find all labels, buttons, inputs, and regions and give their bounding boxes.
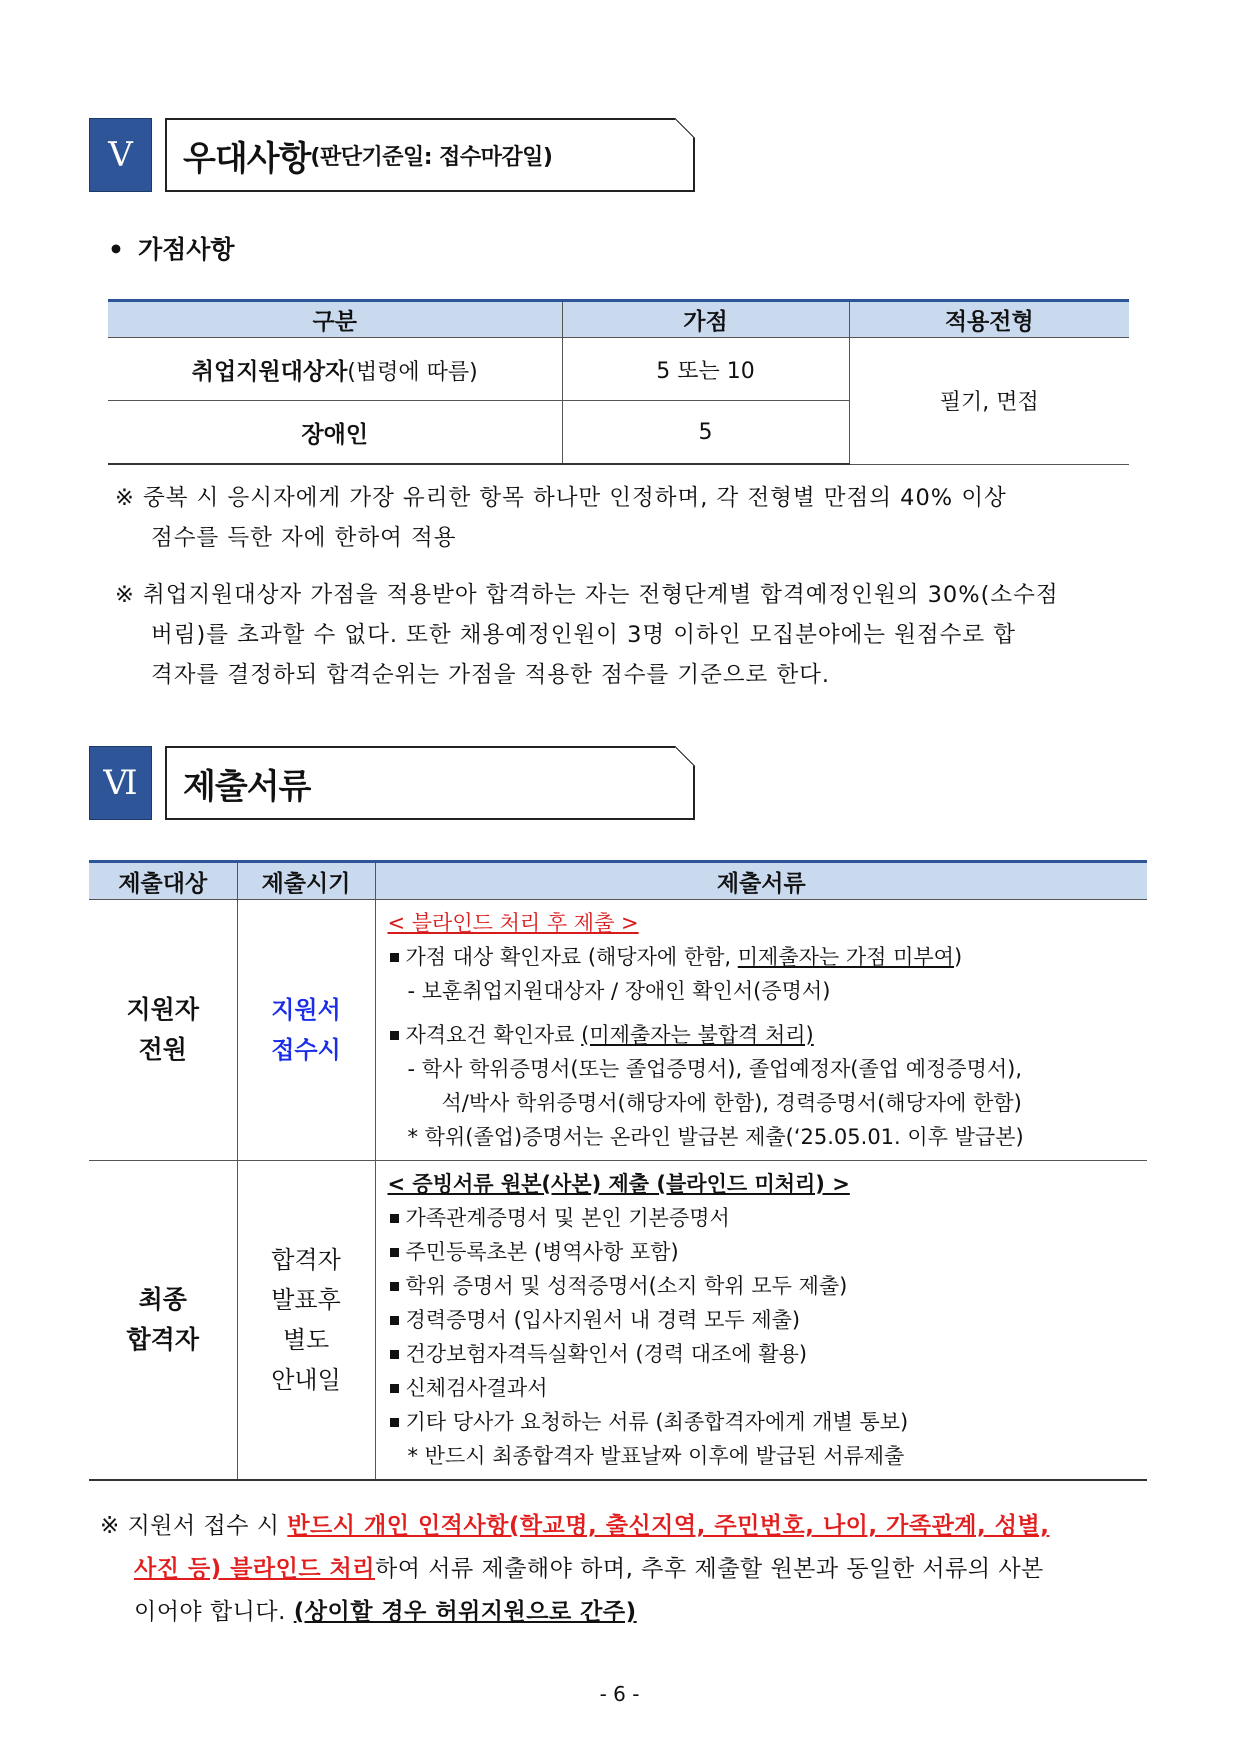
- column-header: 구분: [108, 301, 562, 338]
- list-note: * 반드시 최종합격자 발표날짜 이후에 발급된 서류제출: [407, 1444, 905, 1468]
- list-item: 가족관계증명서 및 본인 기본증명서: [386, 1201, 1148, 1235]
- table-row: [108, 338, 1129, 401]
- blind-processing-notice: ※ 지원서 접수 시 반드시 개인 인적사항(학교명, 출신지역, 주민번호, 나이, 가족관계, 성별, 사진 등) 블라인드 처리하여 서류 제출해야 하며, 추후 제출할 원본과 동일한 서류의 사본 이어야 합니다. (상이할 경우 허위지원으로 간주): [100, 1513, 1050, 1625]
- table-header-row: [108, 301, 1129, 338]
- list-item: 경력증명서 (입사지원서 내 경력 모두 제출): [386, 1303, 1148, 1337]
- section-title: 제출서류: [183, 766, 311, 807]
- points-cell: 5 또는 10: [562, 338, 849, 401]
- section-title: 우대사항: [183, 138, 311, 179]
- target-cell: 최종 합격자: [89, 1161, 237, 1481]
- documents-cell: [375, 900, 1147, 1161]
- note-employment-support: ※ 취업지원대상자 가점을 적용받아 합격하는 자는 전형단계별 합격예정인원의 30%(소수점 버림)를 초과할 수 없다. 또한 채용예정인원이 3명 이하인 모집분야에는 원점수로 합 격자를 결정하되 합격순위는 가점을 적용한 점수를 기준으로 한다.: [115, 582, 1059, 688]
- section-number: Ⅴ: [89, 118, 152, 192]
- column-header: 가점: [562, 301, 849, 338]
- list-item: 기타 당사가 요청하는 서류 (최종합격자에게 개별 통보): [386, 1405, 1148, 1439]
- folded-corner-icon: [675, 118, 695, 138]
- table-row: [89, 900, 1147, 1161]
- list-item: 건강보험자격득실확인서 (경력 대조에 활용): [386, 1337, 1148, 1371]
- category-cell: 장애인: [108, 401, 562, 465]
- folded-corner-icon: [675, 746, 695, 766]
- original-documents-header: < 증빙서류 원본(사본) 제출 (블라인드 미처리) >: [387, 1172, 850, 1196]
- list-subitem: - 보훈취업지원대상자 / 장애인 확인서(증명서): [407, 979, 831, 1003]
- documents-table: [89, 860, 1147, 1481]
- section-number: Ⅵ: [89, 746, 152, 820]
- section-title-box: [165, 746, 695, 820]
- list-item: 학위 증명서 및 성적증명서(소지 학위 모두 제출): [386, 1269, 1148, 1303]
- column-header: 적용전형: [849, 301, 1129, 338]
- note-duplicate: ※ 중복 시 응시자에게 가장 유리한 항목 하나만 인정하며, 각 전형별 만점의 40% 이상 점수를 득한 자에 한하여 적용: [115, 485, 1007, 551]
- column-header: 제출서류: [375, 862, 1147, 900]
- list-note: * 학위(졸업)증명서는 온라인 발급본 제출(‘25.05.01. 이후 발급본): [407, 1125, 1024, 1149]
- column-header: 제출시기: [237, 862, 375, 900]
- documents-cell: [375, 1161, 1147, 1481]
- category-cell: 취업지원대상자(법령에 따름): [108, 338, 562, 401]
- blind-processing-header: < 블라인드 처리 후 제출 >: [387, 911, 639, 935]
- page-number: - 6 -: [599, 1682, 640, 1706]
- points-cell: 5: [562, 401, 849, 465]
- list-subitem: - 학사 학위증명서(또는 졸업증명서), 졸업예정자(졸업 예정증명서),: [407, 1057, 1023, 1081]
- bonus-points-heading: • 가점사항: [108, 235, 235, 264]
- list-item: 가점 대상 확인자료 (해당자에 한함, 미제출자는 가점 미부여): [386, 940, 1148, 974]
- section-subtitle: (판단기준일: 접수마감일): [310, 144, 553, 170]
- target-cell: 지원자 전원: [89, 900, 237, 1161]
- list-subitem: 석/박사 학위증명서(해당자에 한함), 경력증명서(해당자에 한함): [441, 1091, 1022, 1115]
- timing-cell: 합격자 발표후 별도 안내일: [237, 1161, 375, 1481]
- table-row: [89, 1161, 1147, 1481]
- section-title-box: [165, 118, 695, 192]
- table-header-row: [89, 862, 1147, 900]
- bonus-points-table: [108, 299, 1129, 465]
- column-header: 제출대상: [89, 862, 237, 900]
- list-item: 자격요건 확인자료 (미제출자는 불합격 처리): [386, 1018, 1148, 1052]
- list-item: 신체검사결과서: [386, 1371, 1148, 1405]
- applied-stage-cell: 필기, 면접: [849, 338, 1129, 465]
- list-item: 주민등록초본 (병역사항 포함): [386, 1235, 1148, 1269]
- timing-cell: 지원서 접수시: [237, 900, 375, 1161]
- bullet-icon: •: [108, 235, 124, 264]
